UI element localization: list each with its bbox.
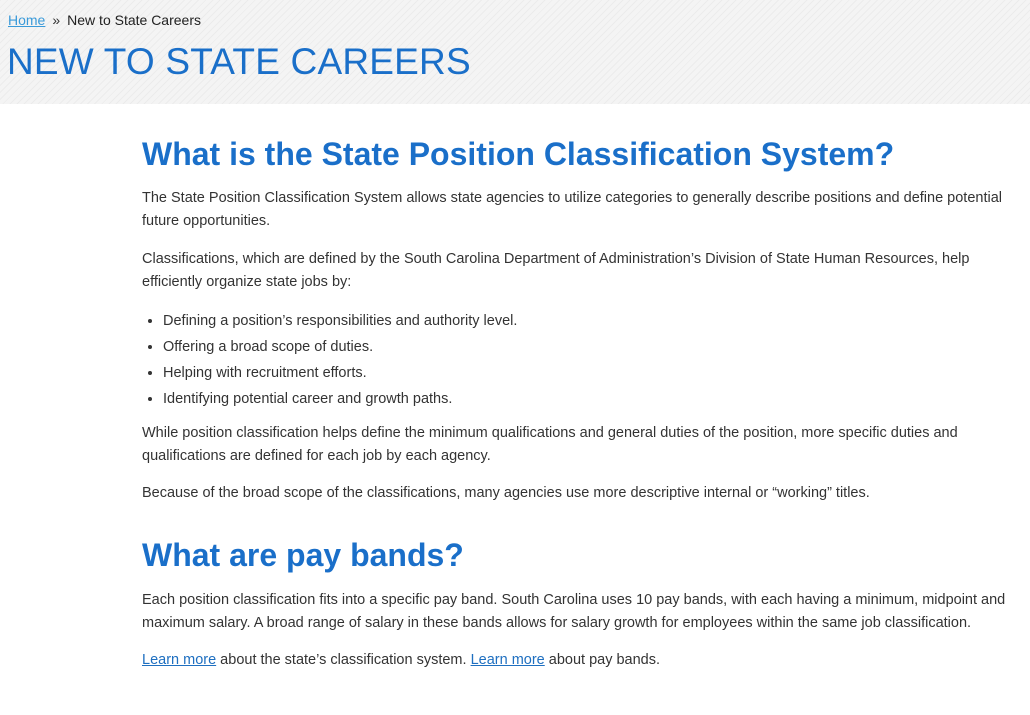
classification-definition-paragraph: Classifications, which are defined by the South Carolina Department of Administration’s Division of State Human Resources, help efficiently organize state jobs by: xyxy=(142,251,970,290)
qualifications-paragraph: While position classification helps define the minimum qualifications and general duties of the position, more specific duties and qualifications are defined for each job by each agency. xyxy=(142,425,958,464)
classification-benefits-list xyxy=(142,308,1017,412)
working-titles-paragraph: Because of the broad scope of the classifications, many agencies use more descriptive internal or “working” titles. xyxy=(142,485,870,501)
list-item: • Helping with recruitment efforts. xyxy=(163,360,1017,386)
list-item: • Defining a position’s responsibilities and authority level. xyxy=(163,308,1017,334)
page-header-banner xyxy=(0,0,1030,104)
page-title: NEW TO STATE CAREERS xyxy=(7,41,471,82)
list-item: • Identifying potential career and growth paths. xyxy=(163,386,1017,412)
main-content xyxy=(142,134,1017,672)
classification-intro-paragraph: The State Position Classification System allows state agencies to utilize categories to generally describe positions and define potential future opportunities. xyxy=(142,190,1003,229)
section-heading-pay-bands: What are pay bands? xyxy=(142,537,464,573)
pay-bands-paragraph: Each position classification fits into a specific pay band. South Carolina uses 10 pay bands, with each having a minimum, midpoint and maximum salary. A broad range of salary in these bands allows for salary growth for employees within the same job classification. xyxy=(142,592,1006,631)
section-heading-classification: What is the State Position Classification System? xyxy=(142,136,895,172)
breadcrumb-separator: » xyxy=(52,12,61,28)
breadcrumb xyxy=(8,12,201,28)
learn-more-text-1: about the state’s classification system. xyxy=(216,652,471,668)
breadcrumb-current: New to State Careers xyxy=(67,12,201,28)
list-item: • Offering a broad scope of duties. xyxy=(163,334,1017,360)
breadcrumb-home-link[interactable]: Home xyxy=(8,12,46,28)
learn-more-paragraph xyxy=(142,649,1017,672)
learn-more-pay-bands-link[interactable]: Learn more xyxy=(470,652,545,668)
learn-more-text-2: about pay bands. xyxy=(544,652,661,668)
learn-more-classification-link[interactable]: Learn more xyxy=(142,652,217,668)
